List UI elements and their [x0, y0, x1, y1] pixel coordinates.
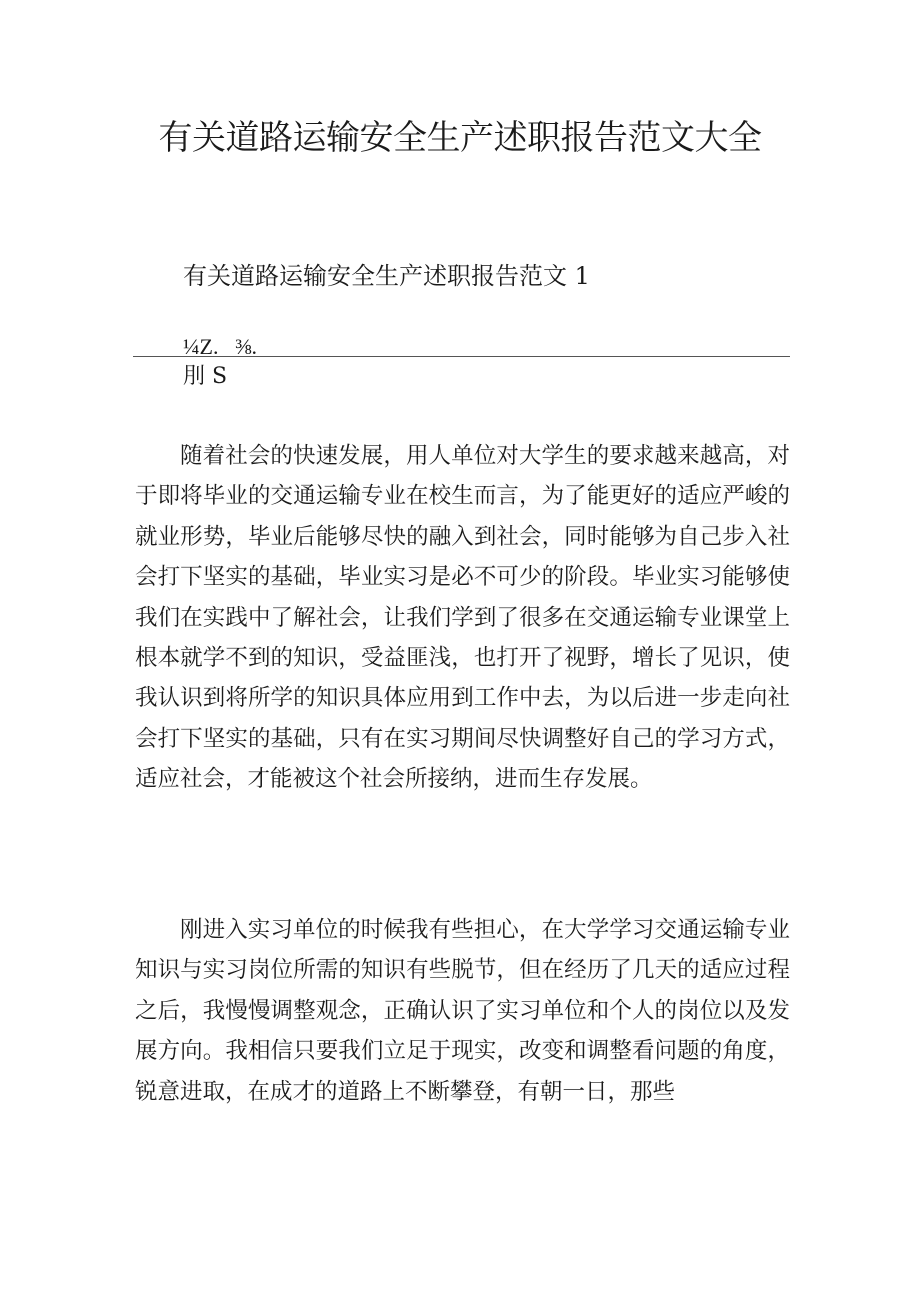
body-paragraph: 随着社会的快速发展，用人单位对大学生的要求越来越高，对于即将毕业的交通运输专业在校生而言，为了能更好的适应严峻的就业形势，毕业后能够尽快的融入到社会，同时能够为自己步入社会打下坚实的基础，毕业实习是必不可少的阶段。毕业实习能够使我们在实践中了解社会，让我们学到了很多在交通运输专业课堂上根本就学不到的知识，受益匪浅，也打开了视野，增长了见识，使我认识到将所学的知识具体应用到工作中去，为以后进一步走向社会打下坚实的基础，只有在实习期间尽快调整好自己的学习方式，适应社会，才能被这个社会所接纳，进而生存发展。	[135, 443, 790, 793]
horizontal-rule	[133, 356, 790, 357]
body-paragraph: 刚进入实习单位的时候我有些担心，在大学学习交通运输专业知识与实习岗位所需的知识有些脱节，但在经历了几天的适应过程之后，我慢慢调整观念，正确认识了实习单位和个人的岗位以及发展方向。我相信只要我们立足于现实，改变和调整看问题的角度，锐意进取，在成才的道路上不断攀登，有朝一日，那些	[135, 917, 790, 1105]
garbled-text-line: 刖 S	[183, 364, 228, 389]
section-subtitle: 有关道路运输安全生产述职报告范文 1	[183, 262, 590, 290]
document-title: 有关道路运输安全生产述职报告范文大全	[158, 118, 762, 158]
garbled-text-line: ¼Z. ⅜.	[183, 334, 257, 359]
